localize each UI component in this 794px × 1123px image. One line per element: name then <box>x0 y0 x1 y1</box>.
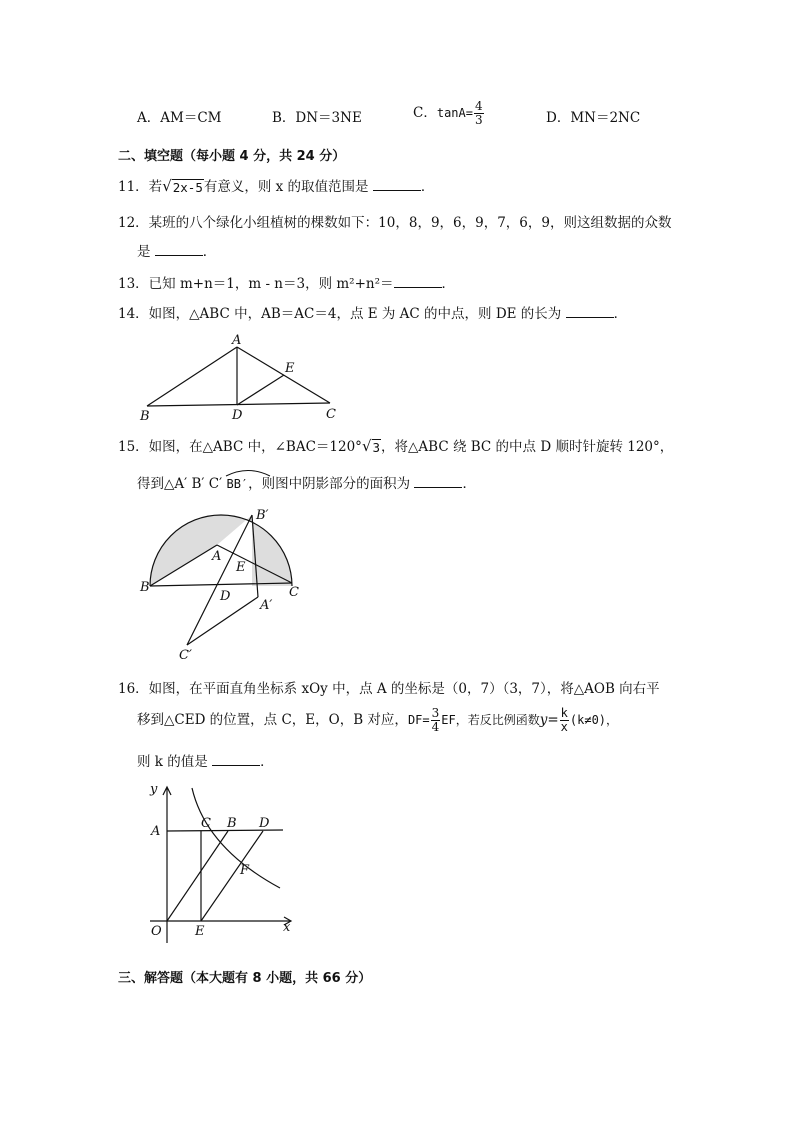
label-a: A <box>212 549 222 564</box>
fraction-numerator: 3 <box>431 706 440 720</box>
fraction-denominator: 4 <box>431 720 440 734</box>
segment-c2a2 <box>187 597 258 645</box>
segment-ed <box>201 831 263 921</box>
label-b: B <box>227 816 237 831</box>
option-c <box>413 100 485 127</box>
label-o: O <box>151 924 162 939</box>
fraction-denominator: x <box>560 720 568 734</box>
q16-figure <box>140 778 300 948</box>
q15-line1a: 15．如图，在△ABC 中，∠BAC＝120° <box>118 439 362 455</box>
arc-symbol-icon <box>224 469 274 477</box>
q16-line3-text: 则 k 的值是 <box>137 754 208 770</box>
option-c-tan: tanA= <box>436 106 473 120</box>
q16-y: y= <box>539 712 559 728</box>
answer-blank[interactable] <box>566 305 614 318</box>
q13-text: 13．已知 m+n＝1，m - n＝3，则 m²+n²＝ <box>118 276 394 292</box>
q14-text: 14．如图，△ABC 中，AB＝AC＝4，点 E 为 AC 的中点，则 DE 的长为 <box>118 306 562 322</box>
sqrt-sign: √ <box>361 437 372 455</box>
label-c: C <box>289 585 299 600</box>
answer-blank[interactable] <box>212 753 260 766</box>
label-e: E <box>236 560 246 575</box>
question-15-line2 <box>137 472 476 492</box>
segment-ob <box>167 831 228 921</box>
label-d: D <box>259 816 270 831</box>
q16-df-fraction <box>431 707 441 734</box>
section-two-title: 二、填空题（每小题 4 分，共 24 分） <box>118 149 346 164</box>
label-e: E <box>285 361 295 376</box>
answer-blank[interactable] <box>155 243 203 256</box>
label-a-prime: A′ <box>260 598 273 613</box>
label-e: E <box>195 924 205 939</box>
segment-de <box>237 375 284 405</box>
q12-line2-text: 是 <box>137 244 151 260</box>
q11-radicand: 2x-5 <box>172 180 203 195</box>
answer-blank[interactable] <box>394 275 442 288</box>
label-c-prime: C′ <box>179 648 192 663</box>
fraction-numerator: 4 <box>474 99 483 113</box>
q14-end: ． <box>613 306 628 322</box>
answer-blank[interactable] <box>373 178 421 191</box>
q16-line2a: 移到△CED 的位置，点 C，E，O，B 对应， <box>137 712 408 728</box>
label-d: D <box>220 589 231 604</box>
section-three-title: 三、解答题（本大题有 8 小题，共 66 分） <box>118 971 372 986</box>
q16-cond: (k≠0)， <box>569 713 619 727</box>
label-c: C <box>326 407 336 422</box>
q16-end: ． <box>260 754 274 770</box>
q16-df: DF= <box>407 713 430 727</box>
q16-k-fraction <box>560 707 569 734</box>
label-x: x <box>283 920 291 935</box>
question-11 <box>118 175 434 195</box>
q12-end: ． <box>202 244 217 260</box>
option-a: A．AM＝CM <box>137 110 222 126</box>
fraction-denominator: 3 <box>474 113 483 127</box>
question-15-line1 <box>118 435 673 455</box>
hyperbola-curve <box>192 788 280 888</box>
question-16-line1: 16．如图，在平面直角坐标系 xOy 中，点 A 的坐标是（0，7）（3，7），将△AOB 向右平 <box>118 681 660 697</box>
q15-end: ． <box>462 476 476 492</box>
label-d: D <box>232 408 243 423</box>
label-b-prime: B′ <box>256 508 269 523</box>
q16-ef: EF，若反比例函数 <box>441 713 540 727</box>
q14-figure <box>130 330 350 425</box>
question-16-line3 <box>137 750 274 770</box>
label-f: F <box>240 863 250 878</box>
segment-ab <box>147 347 237 406</box>
label-a: A <box>232 333 242 348</box>
q15-sqrt <box>362 437 381 455</box>
q15-radicand: 3 <box>372 440 381 455</box>
option-d: D．MN＝2NC <box>546 110 641 126</box>
label-c: C <box>201 816 211 831</box>
label-y: y <box>150 782 158 797</box>
sqrt-sign: √ <box>162 177 172 195</box>
option-c-fraction <box>474 100 484 127</box>
q11-end: ． <box>420 179 435 195</box>
label-b: B <box>140 580 150 595</box>
question-14 <box>118 302 627 322</box>
q11-sqrt <box>162 177 204 195</box>
fraction-numerator: k <box>560 706 568 720</box>
q15-line1b: ，将△ABC 绕 BC 的中点 D 顺时针旋转 120°， <box>381 439 674 455</box>
option-c-prefix: C． <box>413 105 437 121</box>
q11-num: 11．若 <box>118 179 163 195</box>
q11-text: 有意义，则 x 的取值范围是 <box>203 179 369 195</box>
q15-line2b: ，则图中阴影部分的面积为 <box>248 476 411 492</box>
label-b: B <box>140 409 150 424</box>
answer-blank[interactable] <box>414 475 462 488</box>
q15-arc-text: BB′ <box>226 477 249 491</box>
question-12-line1: 12．某班的八个绿化小组植树的棵数如下：10，8，9，6，9，7，6，9，则这组数据的众数 <box>118 215 672 231</box>
question-12-line2 <box>137 240 216 260</box>
q13-end: ． <box>441 276 456 292</box>
question-16-line2 <box>137 707 618 734</box>
q15-line2a: 得到△A′ B′ C′ <box>137 476 223 492</box>
label-a: A <box>151 824 161 839</box>
option-b: B．DN＝3NE <box>272 110 362 126</box>
q15-arc-label <box>226 472 248 492</box>
q15-figure <box>130 500 320 665</box>
question-13 <box>118 272 455 292</box>
